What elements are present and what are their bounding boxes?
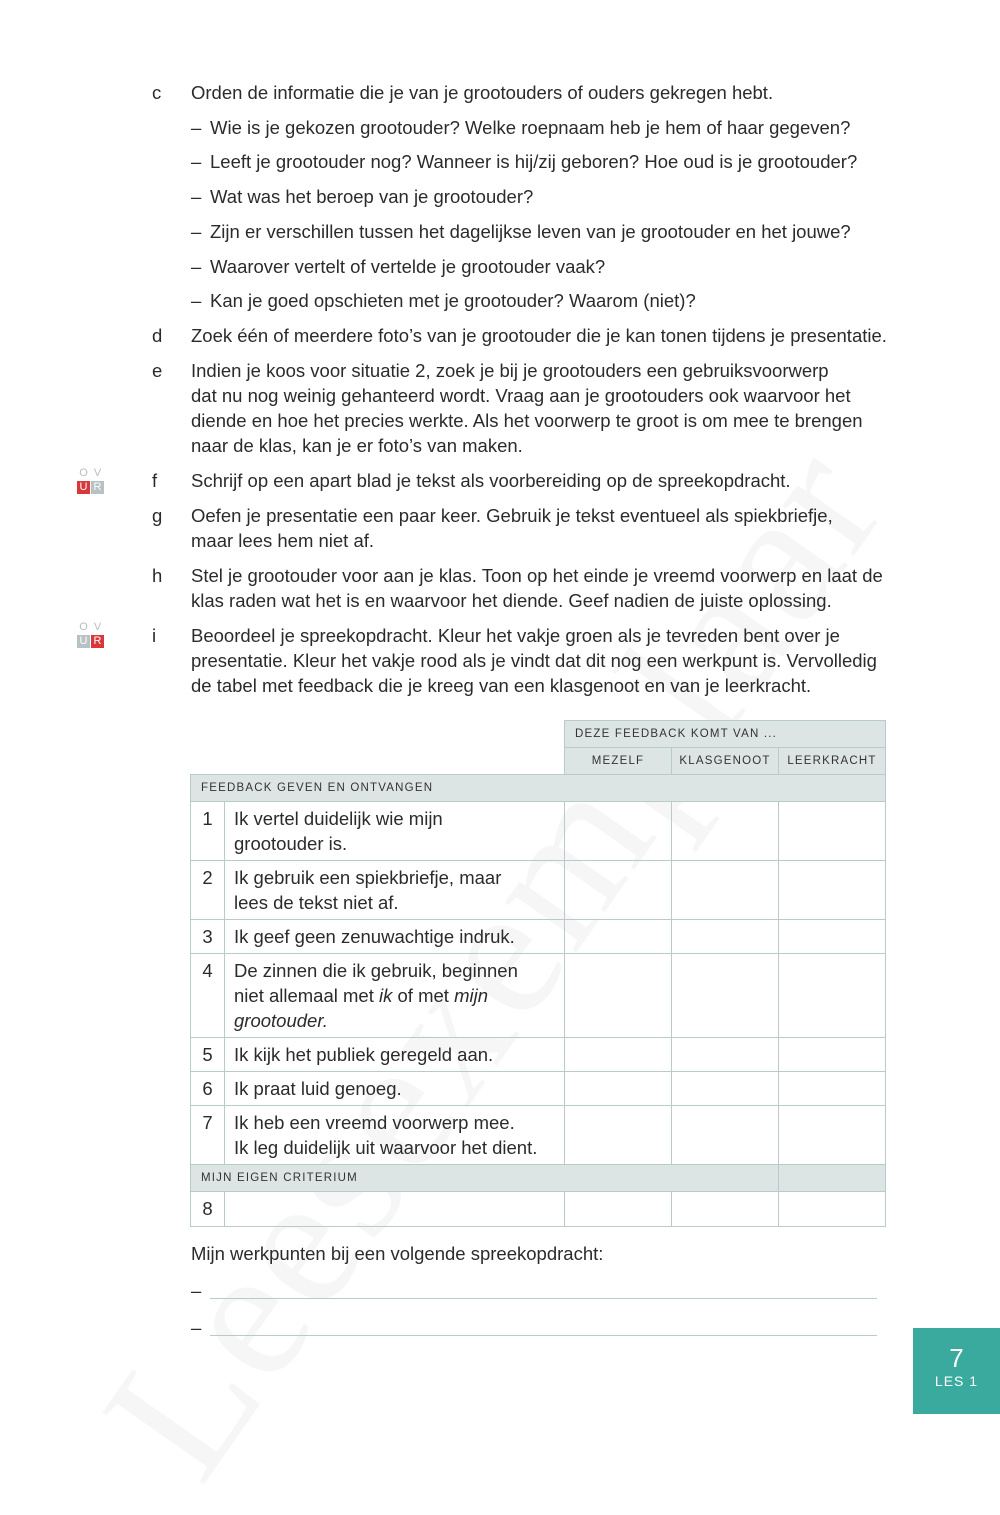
werkpunt-line[interactable]: – <box>191 1317 877 1342</box>
row-number: 6 <box>191 1072 225 1106</box>
task-letter: e <box>152 360 163 381</box>
rating-cell-klasgenoot[interactable] <box>672 861 779 920</box>
task-letter: g <box>152 505 163 526</box>
table-row <box>191 1106 886 1165</box>
column-header-klasgenoot: KLASGENOOT <box>672 748 779 775</box>
rating-cell-klasgenoot[interactable] <box>672 954 779 1038</box>
section-header-own-criterion: MIJN EIGEN CRITERIUM <box>191 1165 779 1192</box>
task-letter: f <box>152 470 158 491</box>
table-row <box>191 802 886 861</box>
werkpunt-line[interactable]: – <box>191 1280 877 1305</box>
rating-cell-klasgenoot[interactable] <box>672 802 779 861</box>
row-number: 7 <box>191 1106 225 1165</box>
criterion-text: Ik heb een vreemd voorwerp mee. Ik leg duidelijk uit waarvoor het dient. <box>225 1106 565 1165</box>
subitem: – Waarover vertelt of vertelde je grootouder vaak? <box>191 256 606 277</box>
rating-cell-klasgenoot[interactable] <box>672 1072 779 1106</box>
row-number: 8 <box>191 1192 225 1227</box>
task-text: Schrijf op een apart blad je tekst als voorbereiding op de spreekopdracht. <box>191 470 791 491</box>
rating-cell-klasgenoot[interactable] <box>672 1192 779 1227</box>
lesson-label: LES 1 <box>934 1373 979 1389</box>
rating-cell-leerkracht[interactable] <box>779 861 886 920</box>
rating-cell-leerkracht[interactable] <box>779 1192 886 1227</box>
row-number: 1 <box>191 802 225 861</box>
criterion-text: Ik vertel duidelijk wie mijn grootouder is. <box>225 802 565 861</box>
rating-cell-leerkracht[interactable] <box>779 1106 886 1165</box>
rating-cell-mezelf[interactable] <box>565 1072 672 1106</box>
rating-cell-klasgenoot[interactable] <box>672 920 779 954</box>
rating-cell-mezelf[interactable] <box>565 1192 672 1227</box>
rating-cell-mezelf[interactable] <box>565 954 672 1038</box>
rating-cell-mezelf[interactable] <box>565 1038 672 1072</box>
rating-cell-mezelf[interactable] <box>565 920 672 954</box>
rating-cell-mezelf[interactable] <box>565 861 672 920</box>
task-text: Zoek één of meerdere foto’s van je grootouder die je kan tonen tijdens je presentatie. <box>191 325 887 346</box>
task-letter: d <box>152 325 163 346</box>
task-letter: h <box>152 565 163 586</box>
task-letter: i <box>152 625 157 646</box>
werkpunten-label: Mijn werkpunten bij een volgende spreekopdracht: <box>191 1243 604 1264</box>
rating-cell-klasgenoot[interactable] <box>672 1038 779 1072</box>
criterion-text: De zinnen die ik gebruik, beginnen niet allemaal met ik of met mijn grootouder. <box>225 954 565 1038</box>
subitem: – Wie is je gekozen grootouder? Welke roepnaam heb je hem of haar gegeven? <box>191 117 851 138</box>
row-number: 2 <box>191 861 225 920</box>
rating-cell-leerkracht[interactable] <box>779 1072 886 1106</box>
rating-cell-leerkracht[interactable] <box>779 920 886 954</box>
column-header-mezelf: MEZELF <box>565 748 672 775</box>
criterion-text: Ik gebruik een spiekbriefje, maar lees de tekst niet af. <box>225 861 565 920</box>
feedback-table <box>190 720 886 1227</box>
page-number: 7 <box>949 1343 964 1373</box>
subitem: – Kan je goed opschieten met je grootouder? Waarom (niet)? <box>191 290 696 311</box>
task-letter: c <box>152 82 162 103</box>
rating-cell-mezelf[interactable] <box>565 1106 672 1165</box>
rating-cell-klasgenoot[interactable] <box>672 1106 779 1165</box>
row-number: 5 <box>191 1038 225 1072</box>
task-text: Indien je koos voor situatie 2, zoek je bij je grootouders een gebruiksvoorwerp dat nu nog weinig gehanteerd wordt. Vraag aan je grootouders ook waarvoor het diende en hoe het precies werkte. Als het voorwerp te groot is om mee te brengen naar de klas, kan je er foto’s van maken. <box>191 360 863 456</box>
row-number: 4 <box>191 954 225 1038</box>
column-header-leerkracht: LEERKRACHT <box>779 748 886 775</box>
criterion-text: Ik praat luid genoeg. <box>225 1072 565 1106</box>
task-text: Oefen je presentatie een paar keer. Gebruik je tekst eventueel als spiekbriefje, maar lees hem niet af. <box>191 505 833 551</box>
table-row <box>191 861 886 920</box>
table-row <box>191 954 886 1038</box>
rating-cell-mezelf[interactable] <box>565 802 672 861</box>
section-header-feedback: FEEDBACK GEVEN EN ONTVANGEN <box>191 775 886 802</box>
table-row <box>191 1038 886 1072</box>
subitem: – Leeft je grootouder nog? Wanneer is hij/zij geboren? Hoe oud is je grootouder? <box>191 151 858 172</box>
task-text: Orden de informatie die je van je grootouders of ouders gekregen hebt. <box>191 82 774 103</box>
criterion-text: Ik geef geen zenuwachtige indruk. <box>225 920 565 954</box>
table-row <box>191 920 886 954</box>
row-number: 3 <box>191 920 225 954</box>
subitem: – Zijn er verschillen tussen het dagelijkse leven van je grootouder en het jouwe? <box>191 221 851 242</box>
task-text: Beoordeel je spreekopdracht. Kleur het vakje groen als je tevreden bent over je presentatie. Kleur het vakje rood als je vindt dat dit nog een werkpunt is. Vervolledig de tabel met feedback die je kreeg van een klasgenoot en van je leerkracht. <box>191 625 877 696</box>
table-row <box>191 1072 886 1106</box>
page-number-tab <box>913 1328 1000 1414</box>
criterion-text: Ik kijk het publiek geregeld aan. <box>225 1038 565 1072</box>
task-text: Stel je grootouder voor aan je klas. Toon op het einde je vreemd voorwerp en laat de klas raden wat het is en waarvoor het diende. Geef nadien de juiste oplossing. <box>191 565 883 611</box>
rating-cell-leerkracht[interactable] <box>779 954 886 1038</box>
rating-cell-leerkracht[interactable] <box>779 802 886 861</box>
table-row <box>191 1192 886 1227</box>
own-criterion-field[interactable] <box>225 1192 565 1227</box>
feedback-from-header: DEZE FEEDBACK KOMT VAN ... <box>565 721 886 748</box>
subitem: – Wat was het beroep van je grootouder? <box>191 186 534 207</box>
rating-cell-leerkracht[interactable] <box>779 1038 886 1072</box>
